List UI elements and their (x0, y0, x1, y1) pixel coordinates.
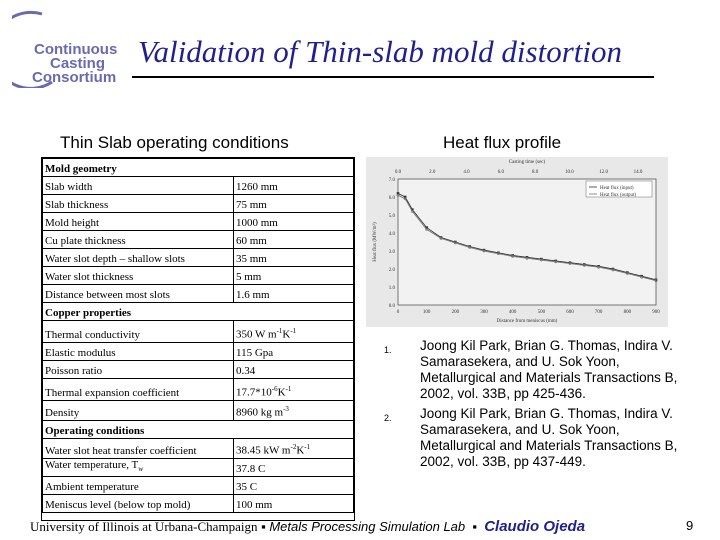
param-name: Density (43, 401, 234, 421)
y-tick-label: 7.0 (388, 178, 395, 183)
table-row (43, 421, 354, 439)
table-row (43, 267, 354, 285)
references-list (380, 338, 686, 474)
param-value: 38.45 kW $m^{-2}K^{-1}$ (234, 439, 354, 459)
heat-flux-plot (366, 157, 668, 327)
x-tick-label: 100 (422, 310, 431, 315)
operating-conditions-table (41, 157, 355, 521)
x-tick-label: 200 (451, 310, 460, 315)
reference-item (380, 338, 686, 402)
section-mold-geometry: Mold geometry (43, 159, 354, 177)
param-name: Water temperature, $T_w$ (43, 459, 234, 477)
param-value: 115 Gpa (234, 343, 354, 361)
x-tick-label: 400 (508, 310, 517, 315)
table-row (43, 231, 354, 249)
top-tick-label: 4.0 (463, 170, 470, 175)
y-tick-label: 3.0 (388, 250, 395, 255)
param-value: 35 C (234, 477, 354, 495)
table-row (43, 195, 354, 213)
top-tick-label: 2.0 (429, 170, 436, 175)
top-tick-label: 10.0 (565, 170, 574, 175)
x-tick-label: 0 (396, 310, 400, 315)
param-name: Distance between most slots (43, 285, 234, 303)
footer-university: University of Illinois at Urbana-Champaign (30, 519, 258, 534)
table-row (43, 379, 354, 401)
section-operating-conditions: Operating conditions (43, 421, 354, 439)
top-axis-title: Casting time (sec) (508, 160, 546, 165)
x-tick-label: 900 (652, 310, 660, 315)
table-row (43, 249, 354, 267)
param-name: Slab width (43, 177, 234, 195)
param-name: Thermal expansion coefficient (43, 379, 234, 401)
top-tick-label: 8.0 (531, 170, 539, 175)
logo-line-2: Casting (50, 55, 106, 72)
y-tick-label: 0.0 (388, 304, 395, 309)
x-axis-label: Distance from meniscus (mm) (496, 319, 558, 324)
param-name: Water slot heat transfer coefficient (43, 439, 234, 459)
table-row (43, 321, 354, 343)
param-value: 60 mm (234, 231, 354, 249)
param-name: Water slot depth – shallow slots (43, 249, 234, 267)
x-tick-label: 800 (623, 310, 632, 315)
y-axis-label: Heat flux (MW/m²) (373, 222, 378, 262)
param-value: 0.34 (234, 361, 354, 379)
table-row (43, 361, 354, 379)
x-tick-label: 700 (594, 310, 603, 315)
table-row (43, 477, 354, 495)
footer-lab: Metals Processing Simulation Lab (269, 519, 466, 534)
param-value: $17.7*10^{-6}K^{-1}$ (234, 379, 354, 401)
param-value: 35 mm (234, 249, 354, 267)
param-name: Slab thickness (43, 195, 234, 213)
table-row (43, 439, 354, 459)
x-tick-label: 500 (537, 310, 546, 315)
table-row (43, 495, 354, 513)
y-tick-label: 4.0 (388, 232, 395, 237)
table-row (43, 285, 354, 303)
x-tick-label: 600 (566, 310, 574, 315)
x-tick-label: 300 (480, 310, 488, 315)
table-row (43, 343, 354, 361)
table-row (43, 303, 354, 321)
heat-flux-chart (366, 157, 668, 327)
table-row (43, 401, 354, 421)
param-value: 1000 mm (234, 213, 354, 231)
param-name: Mold height (43, 213, 234, 231)
y-tick-label: 1.0 (388, 286, 395, 291)
param-name: Elastic modulus (43, 343, 234, 361)
reference-text: Joong Kil Park, Brian G. Thomas, Indira V. Samarasekera, and U. Sok Yoon, Metallurgical and Materials Transactions B, 2002, vol. 33B, pp 437-449. (420, 406, 678, 469)
reference-number: 1. (384, 345, 392, 355)
legend-label: Heat flux (input) (600, 186, 634, 191)
footer (30, 518, 670, 535)
footer-separator: ▪ (261, 519, 266, 534)
param-value: 75 mm (234, 195, 354, 213)
reference-number: 2. (384, 413, 392, 423)
top-tick-label: 14.0 (633, 170, 643, 175)
param-value: 37.8 C (234, 459, 354, 477)
param-name: Cu plate thickness (43, 231, 234, 249)
param-value: 100 mm (234, 495, 354, 513)
table-row (43, 459, 354, 477)
page-number: 9 (686, 518, 694, 533)
param-value: 5 mm (234, 267, 354, 285)
top-tick-label: 12.0 (599, 170, 609, 175)
reference-text: Joong Kil Park, Brian G. Thomas, Indira V. Samarasekera, and U. Sok Yoon, Metallurgical and Materials Transactions B, 2002, vol. 33B, pp 425-436. (420, 338, 678, 401)
title-underline (132, 76, 654, 78)
consortium-logo (12, 8, 142, 88)
legend-label: Heat flux (output) (600, 193, 637, 198)
param-value: 1260 mm (234, 177, 354, 195)
param-value: 350 W $m^{-1}K^{-1}$ (234, 321, 354, 343)
param-value: 8960 kg $m^{-3}$ (234, 401, 354, 421)
param-name: Water slot thickness (43, 267, 234, 285)
left-heading: Thin Slab operating conditions (60, 133, 289, 152)
top-tick-label: 6.0 (497, 170, 504, 175)
param-name: Thermal conductivity (43, 321, 234, 343)
table-row (43, 213, 354, 231)
section-copper-properties: Copper properties (43, 303, 354, 321)
param-name: Ambient temperature (43, 477, 234, 495)
y-tick-label: 5.0 (388, 214, 395, 219)
footer-author: Claudio Ojeda (484, 518, 586, 535)
y-tick-label: 2.0 (388, 268, 395, 273)
y-tick-label: 6.0 (388, 196, 395, 201)
footer-separator: ▪ (472, 519, 477, 534)
top-tick-label: 0.0 (394, 170, 402, 175)
param-name: Poisson ratio (43, 361, 234, 379)
logo-line-1: Continuous (34, 41, 118, 58)
param-name: Meniscus level (below top mold) (43, 495, 234, 513)
param-value: 1.6 mm (234, 285, 354, 303)
table-row (43, 159, 354, 177)
table-row (43, 177, 354, 195)
logo-line-3: Consortium (32, 69, 117, 86)
right-heading: Heat flux profile (443, 133, 562, 152)
reference-item (380, 406, 686, 470)
slide-title: Validation of Thin-slab mold distortion (138, 34, 622, 69)
